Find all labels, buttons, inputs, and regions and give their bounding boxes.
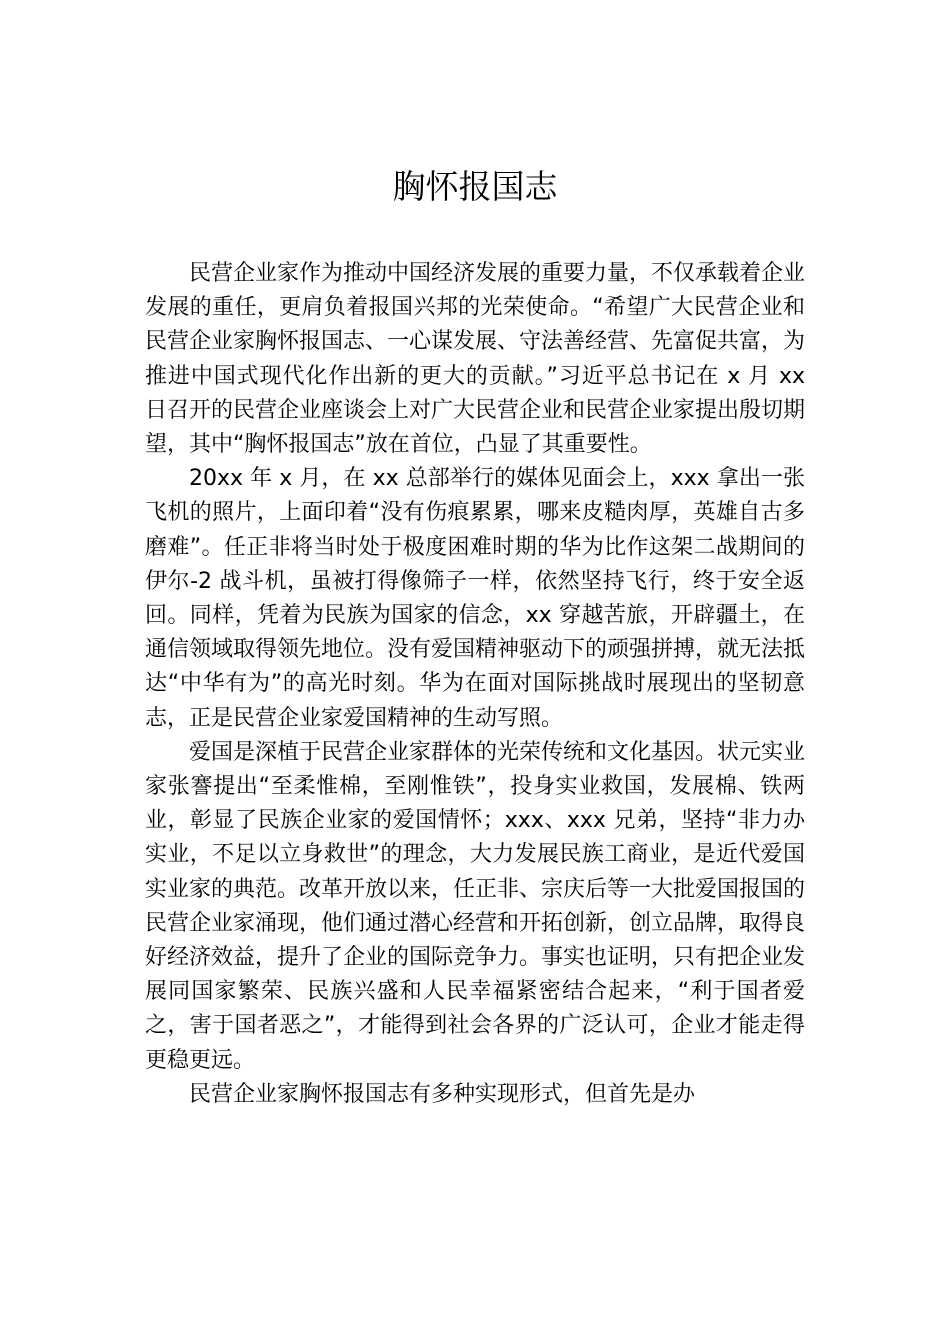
article-body (145, 257, 805, 1112)
page-title: 胸怀报国志 (392, 167, 558, 206)
paragraph-1: 民营企业家作为推动中国经济发展的重要力量，不仅承载着企业发展的重任，更肩负着报国兴邦的光荣使命。“希望广大民营企业和民营企业家胸怀报国志、一心谋发展、守法善经营、先富促共富，为推进中国式现代化作出新的更大的贡献。”习近平总书记在 x 月 xx 日召开的民营企业座谈会上对广大民营企业和民营企业家提出殷切期望，其中“胸怀报国志”放在首位，凸显了其重要性。 (145, 261, 806, 458)
paragraph-4: 民营企业家胸怀报国志有多种实现形式，但首先是办 (189, 1081, 696, 1107)
paragraph-2: 20xx 年 x 月，在 xx 总部举行的媒体见面会上，xxx 拿出一张飞机的照片，上面印着“没有伤痕累累，哪来皮糙肉厚，英雄自古多磨难”。任正非将当时处于极度困难时期的华为比作这架二战期间的伊尔-2 战斗机，虽被打得像筛子一样，依然坚持飞行，终于安全返回。同样，凭着为民族为国家的信念，xx 穿越苦旅，开辟疆土，在通信领域取得领先地位。没有爱国精神驱动下的顽强拼搏，就无法抵达“中华有为”的高光时刻。华为在面对国际挑战时展现出的坚韧意志，正是民营企业家爱国精神的生动写照。 (145, 466, 806, 731)
paragraph-3: 爱国是深植于民营企业家群体的光荣传统和文化基因。状元实业家张謇提出“至柔惟棉，至刚惟铁”，投身实业救国，发展棉、铁两业，彰显了民族企业家的爱国情怀；xxx、xxx 兄弟，坚持“非力办实业，不足以立身救世”的理念，大力发展民族工商业，是近代爱国实业家的典范。改革开放以来，任正非、宗庆后等一大批爱国报国的民营企业家涌现，他们通过潜心经营和开拓创新，创立品牌，取得良好经济效益，提升了企业的国际竞争力。事实也证明，只有把企业发展同国家繁荣、民族兴盛和人民幸福紧密结合起来，“利于国者爱之，害于国者恶之”，才能得到社会各界的广泛认可，企业才能走得更稳更远。 (145, 739, 806, 1073)
